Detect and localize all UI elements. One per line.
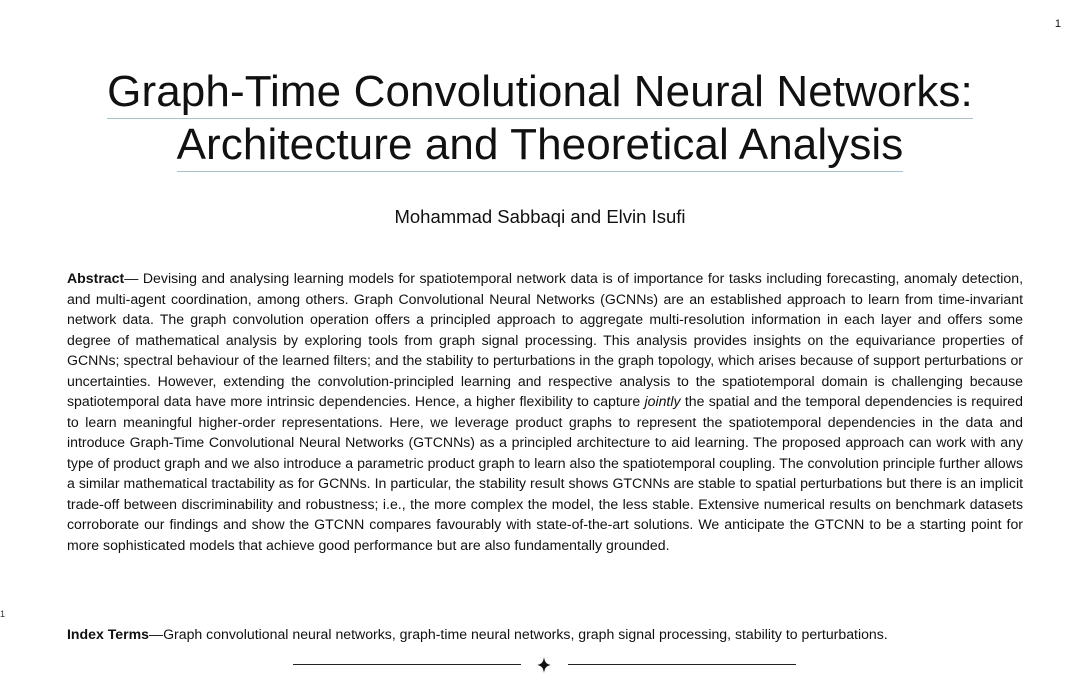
- title-line-2: Architecture and Theoretical Analysis: [177, 121, 904, 172]
- index-terms: [67, 624, 1027, 644]
- section-separator: [0, 655, 1080, 675]
- page-number: 1: [1054, 18, 1061, 30]
- index-terms-label: Index Terms: [67, 626, 149, 642]
- index-terms-text: —Graph convolutional neural networks, graph-time neural networks, graph signal processing, stability to perturbations.: [148, 626, 888, 642]
- abstract: [67, 268, 1023, 555]
- paper-title: [0, 68, 1080, 172]
- abstract-text-part2: the spatial and the temporal dependencies is required to learn meaningful higher-order representations. Here, we leverage product graphs to represent the spatiotemporal dependencies in the data and introduce Graph-Time Convolutional Neural Networks (GTCNNs) as a principled architecture to aid learning. The proposed approach can work with any type of product graph and we also introduce a parametric product graph to learn also the spatiotemporal coupling. The convolution principle further allows a similar mathematical tractability as for GCNNs. In particular, the stability result shows GTCNNs are stable to spatial perturbations but there is an implicit trade-off between discriminability and robustness; i.e., the more complex the model, the less stable. Extensive numerical results on benchmark datasets corroborate our findings and show the GTCNN compares favourably with state-of-the-art solutions. We anticipate the GTCNN to be a starting point for more sophisticated models that achieve good performance but are also fundamentally grounded.: [67, 393, 1023, 553]
- abstract-emphasis: jointly: [644, 393, 681, 409]
- separator-line-left: [293, 664, 521, 665]
- title-line-1: Graph-Time Convolutional Neural Networks:: [107, 68, 973, 119]
- separator-line-right: [568, 664, 796, 665]
- abstract-text-part1: Devising and analysing learning models for spatiotemporal network data is of importance for tasks including forecasting, anomaly detection, and multi-agent coordination, among others. Graph Convolutional Neural Networks (GCNNs) are an established approach to learn from time-invariant network data. The graph convolution operation offers a principled approach to aggregate multi-resolution information in each layer and offers some degree of mathematical analysis by exploring tools from graph signal processing. This analysis provides insights on the equivariance properties of GCNNs; spectral behaviour of the learned filters; and the stability to perturbations in the graph topology, which arises because of support perturbations or uncertainties. However, extending the convolution-principled learning and respective analysis to the spatiotemporal domain is challenging because spatiotemporal data have more intrinsic dependencies. Hence, a higher flexibility to capture: [67, 270, 1024, 409]
- line-number-marker: 1: [0, 609, 6, 619]
- diamond-icon: [537, 657, 551, 673]
- abstract-label: Abstract: [67, 270, 125, 286]
- authors: Mohammad Sabbaqi and Elvin Isufi: [394, 206, 686, 227]
- abstract-dash: —: [124, 270, 143, 286]
